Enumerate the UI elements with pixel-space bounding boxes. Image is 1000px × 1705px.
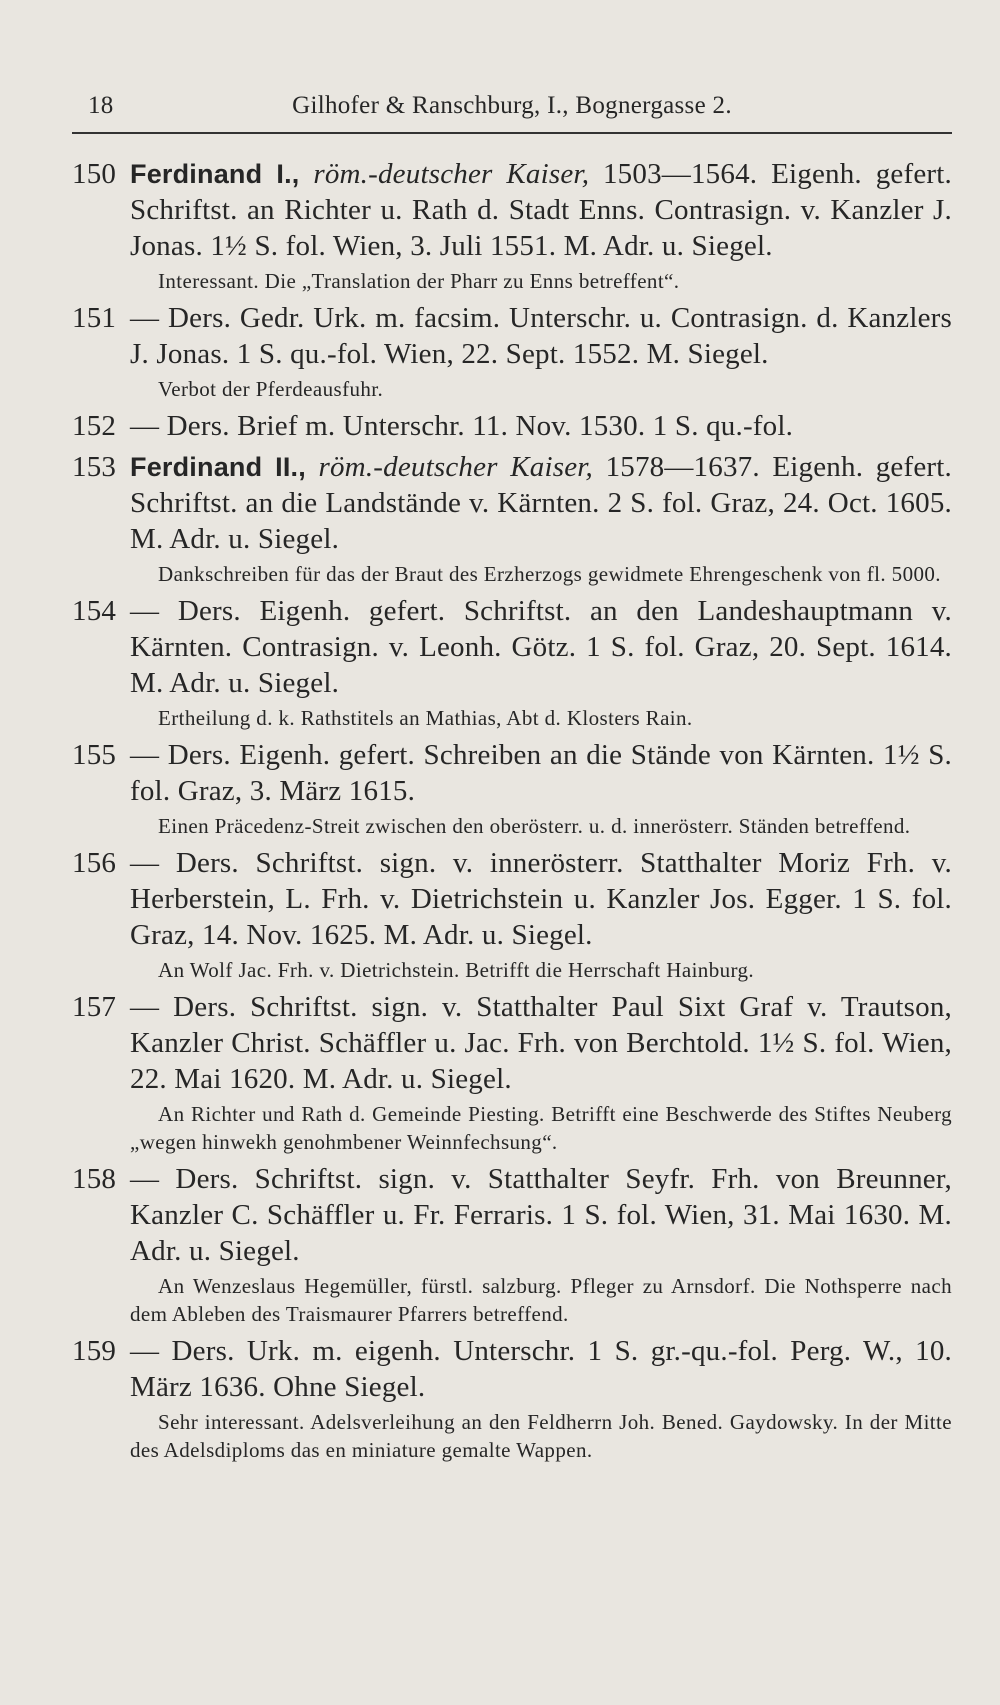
entry-number: 150 xyxy=(72,158,117,190)
entry-note: Dankschreiben für das der Braut des Erzherzogs gewidmete Ehrengeschenk von fl. 5000. xyxy=(158,562,941,586)
entry-text: — Ders. Schriftst. sign. v. Statthalter Paul Sixt Graf v. Trautson, Kanzler Christ. Schäffler u. Jac. Frh. von Berchtold. 1½ S. fol. Wien, 22. Mai 1620. M. Adr. u. Siegel. xyxy=(130,991,952,1095)
entry-text: — Ders. Schriftst. sign. v. Statthalter Seyfr. Frh. von Breunner, Kanzler C. Schäffler u. Fr. Ferraris. 1 S. fol. Wien, 31. Mai 1630. M. Adr. u. Siegel. xyxy=(130,1163,952,1267)
catalog-entry xyxy=(72,1333,952,1464)
entry-number: 159 xyxy=(72,1335,117,1367)
entry-number: 155 xyxy=(72,739,117,771)
entry-number: 153 xyxy=(72,451,117,483)
catalog-entries xyxy=(72,156,952,1464)
catalog-entry xyxy=(72,156,952,295)
entry-note: An Richter und Rath d. Gemeinde Piesting. Betrifft eine Beschwerde des Stiftes Neuberg „wegen hinwekh genohmbener Weinnfechsung“. xyxy=(130,1102,952,1154)
catalog-entry xyxy=(72,593,952,732)
entry-text: 1503—1564. Eigenh. gefert. Schriftst. an Richter u. Rath d. Stadt Enns. Contrasign. v. Kanzler J. Jonas. 1½ S. fol. Wien, 3. Juli 1551. M. Adr. u. Siegel. xyxy=(130,158,952,262)
entry-text: 1578—1637. Eigenh. gefert. Schriftst. an die Landstände v. Kärnten. 2 S. fol. Graz, 24. Oct. 1605. M. Adr. u. Siegel. xyxy=(130,451,952,555)
entry-number: 156 xyxy=(72,847,117,879)
entry-number: 152 xyxy=(72,410,117,442)
catalog-entry xyxy=(72,989,952,1156)
entry-number: 158 xyxy=(72,1163,117,1195)
entry-description xyxy=(72,989,952,1097)
entry-number: 151 xyxy=(72,302,117,334)
entry-description xyxy=(72,408,952,444)
entry-description xyxy=(72,1333,952,1405)
catalog-entry xyxy=(72,1161,952,1328)
entry-description xyxy=(72,845,952,953)
entry-number: 154 xyxy=(72,595,117,627)
entry-note: An Wenzeslaus Hegemüller, fürstl. salzburg. Pfleger zu Arnsdorf. Die Nothsperre nach dem Ableben des Traismaurer Pfarrers betreffend. xyxy=(130,1274,952,1326)
entry-person-name: Ferdinand I., xyxy=(130,159,300,189)
entry-text: — Ders. Schriftst. sign. v. innerösterr. Statthalter Moriz Frh. v. Herberstein, L. Frh. v. Dietrichstein u. Kanzler Jos. Egger. 1 S. fol. Graz, 14. Nov. 1625. M. Adr. u. Siegel. xyxy=(130,847,952,951)
running-title: Gilhofer & Ranschburg, I., Bognergasse 2. xyxy=(292,92,732,119)
header-rule xyxy=(72,132,952,134)
entry-description xyxy=(72,737,952,809)
entry-text: — Ders. Eigenh. gefert. Schreiben an die Stände von Kärnten. 1½ S. fol. Graz, 3. März 1615. xyxy=(130,739,952,807)
entry-description xyxy=(72,300,952,372)
entry-text: — Ders. Gedr. Urk. m. facsim. Unterschr. u. Contrasign. d. Kanzlers J. Jonas. 1 S. qu.-fol. Wien, 22. Sept. 1552. M. Siegel. xyxy=(130,302,952,370)
entry-note: Interessant. Die „Translation der Pharr zu Enns betreffent“. xyxy=(158,269,680,293)
entry-note: Einen Präcedenz-Streit zwischen den oberösterr. u. d. innerösterr. Ständen betreffend. xyxy=(158,814,911,838)
entry-person-name: Ferdinand II., xyxy=(130,452,306,482)
entry-text: — Ders. Eigenh. gefert. Schriftst. an den Landeshauptmann v. Kärnten. Contrasign. v. Leonh. Götz. 1 S. fol. Graz, 20. Sept. 1614. M. Adr. u. Siegel. xyxy=(130,595,952,699)
catalog-entry xyxy=(72,845,952,984)
entry-text: — Ders. Urk. m. eigenh. Unterschr. 1 S. gr.-qu.-fol. Perg. W., 10. März 1636. Ohne Siegel. xyxy=(130,1335,952,1403)
entry-description xyxy=(72,449,952,557)
entry-person-title: röm.-deutscher Kaiser, xyxy=(318,451,593,483)
entry-note: Sehr interessant. Adelsverleihung an den Feldherrn Joh. Bened. Gaydowsky. In der Mitte des Adelsdiploms das en miniature gemalte Wappen. xyxy=(130,1410,952,1462)
page-number: 18 xyxy=(88,92,114,119)
page-header xyxy=(72,92,952,126)
entry-note: An Wolf Jac. Frh. v. Dietrichstein. Betrifft die Herrschaft Hainburg. xyxy=(158,958,755,982)
entry-person-title: röm.-deutscher Kaiser, xyxy=(313,158,590,190)
catalog-entry xyxy=(72,737,952,840)
catalog-entry xyxy=(72,300,952,403)
entry-description xyxy=(72,593,952,701)
entry-description xyxy=(72,156,952,264)
entry-note: Ertheilung d. k. Rathstitels an Mathias, Abt d. Klosters Rain. xyxy=(158,706,693,730)
catalog-entry xyxy=(72,408,952,444)
entry-description xyxy=(72,1161,952,1269)
entry-text: — Ders. Brief m. Unterschr. 11. Nov. 1530. 1 S. qu.-fol. xyxy=(130,410,794,442)
entry-note: Verbot der Pferdeausfuhr. xyxy=(158,377,384,401)
catalog-entry xyxy=(72,449,952,588)
entry-number: 157 xyxy=(72,991,117,1023)
